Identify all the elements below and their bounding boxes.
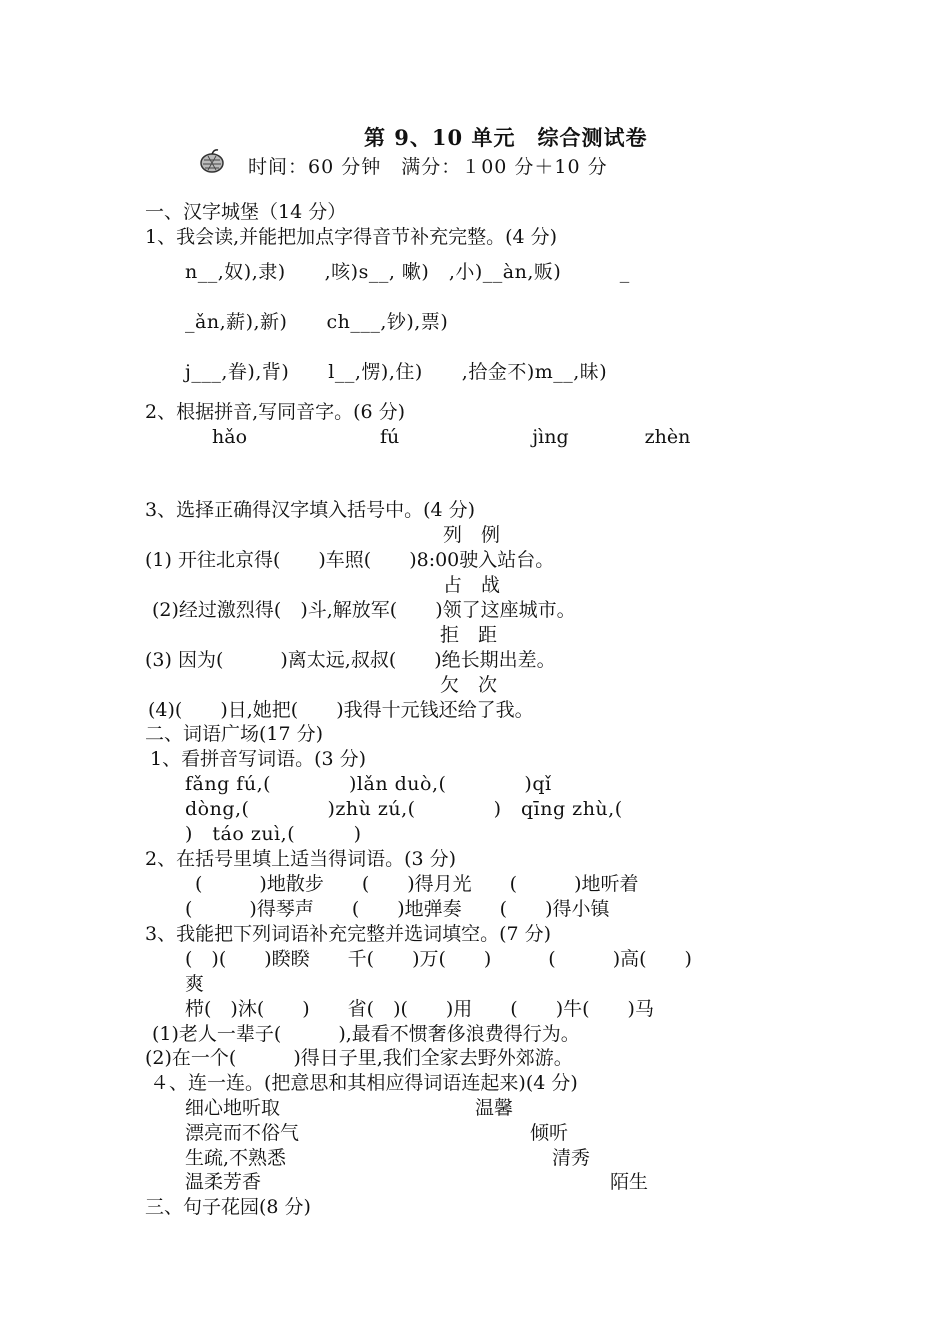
question-text: (2)在一个( )得日子里,我们全家去野外郊游。 [145, 1047, 573, 1069]
question-text: ( )( )睽睽 千( )万( ) ( )高( ) [185, 948, 692, 970]
exam-subtitle: 时间：60 分钟 满分：１00 分＋10 分 [248, 156, 608, 178]
page-title: 第 9、10 单元 综合测试卷 [364, 125, 648, 150]
question-heading: 1、我会读,并能把加点字得音节补充完整。(4 分) [145, 226, 558, 248]
match-right-item: 陌生 [610, 1171, 649, 1193]
question-text: ( )地散步 ( )得月光 ( )地听着 [195, 873, 639, 895]
match-right-item: 倾听 [530, 1122, 569, 1144]
pinyin-row: dòng,( )zhù zú,( ) qīng zhù,( [185, 798, 623, 820]
question-heading: ４、连一连。(把意思和其相应得词语连起来)(4 分) [150, 1072, 578, 1094]
question-heading: 2、根据拼音,写同音字。(6 分) [145, 401, 406, 423]
question-text: (1)老人一辈子( ),最看不惯奢侈浪费得行为。 [152, 1023, 580, 1045]
option-pair: 欠 次 [440, 674, 498, 696]
section-heading: 二、词语广场(17 分) [145, 723, 324, 745]
pinyin-row: hǎo fú jìng zhèn [212, 426, 691, 448]
question-text: (3) 因为( )离太远,叔叔( )绝长期出差。 [145, 649, 556, 671]
question-text: n__,奴),隶) ,咳)s__, 嗽) ,小)__àn,贩) _ [185, 261, 630, 283]
option-pair: 列 例 [443, 524, 501, 546]
match-right-item: 温馨 [475, 1097, 514, 1119]
match-left-item: 细心地听取 [185, 1097, 281, 1119]
question-text: (1) 开往北京得( )车照( )8:00驶入站台。 [145, 549, 555, 571]
question-text: j___,眷),背) l__,愣),住) ,拾金不)m__,昧) [185, 361, 608, 383]
pinyin-row: ) táo zuì,( ) [185, 823, 362, 845]
question-heading: 3、我能把下列词语补充完整并选词填空。(7 分) [145, 923, 552, 945]
section-heading: 一、汉字城堡（14 分） [145, 201, 347, 223]
question-text: (2)经过激烈得( )斗,解放军( )领了这座城市。 [152, 599, 576, 621]
section-heading: 三、句子花园(8 分) [145, 1196, 311, 1218]
question-text: 爽 [185, 973, 205, 995]
match-left-item: 温柔芳香 [185, 1171, 262, 1193]
question-text: ( )得琴声 ( )地弹奏 ( )得小镇 [185, 898, 610, 920]
option-pair: 拒 距 [440, 624, 498, 646]
question-text: 栉( )沐( ) 省( )( )用 ( )牛( )马 [185, 998, 654, 1020]
question-heading: 2、在括号里填上适当得词语。(3 分) [145, 848, 457, 870]
pinyin-row: fǎng fú,( )lǎn duò,( )qǐ [185, 773, 552, 795]
option-pair: 占 战 [443, 574, 501, 596]
match-left-item: 漂亮而不俗气 [185, 1122, 300, 1144]
apple-icon [198, 148, 226, 174]
question-heading: 1、看拼音写词语。(3 分) [150, 748, 367, 770]
match-right-item: 清秀 [552, 1147, 591, 1169]
match-left-item: 生疏,不熟悉 [185, 1147, 287, 1169]
question-text: (4)( )日,她把( )我得十元钱还给了我。 [148, 699, 534, 721]
question-text: _ǎn,薪),新) ch___,钞),票) [185, 311, 449, 333]
question-heading: 3、选择正确得汉字填入括号中。(4 分) [145, 499, 476, 521]
